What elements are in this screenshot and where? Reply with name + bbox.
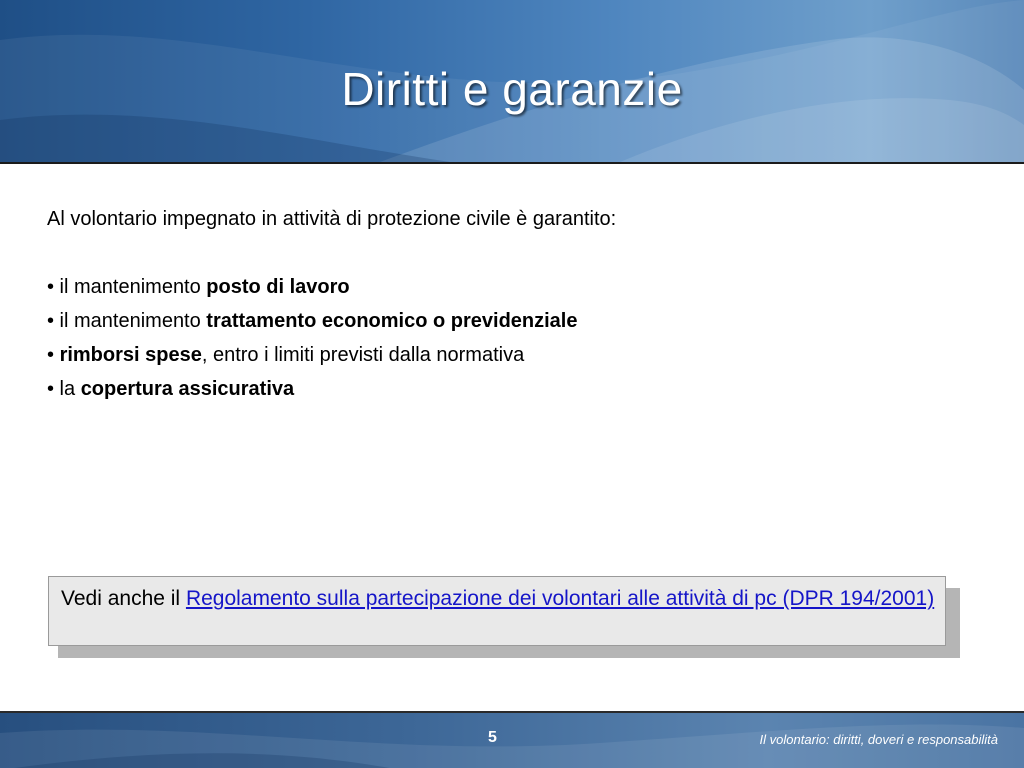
bullet-emphasis: rimborsi spese (59, 344, 202, 366)
bullet-item (47, 372, 947, 406)
slide-title: Diritti e garanzie (341, 63, 683, 115)
slide-header (0, 0, 1024, 164)
regulation-link[interactable]: Regolamento sulla partecipazione dei volontari alle attività di pc (DPR 194/2001) (185, 587, 935, 610)
page-number: 5 (488, 729, 497, 746)
bullet-emphasis: trattamento economico o previdenziale (206, 310, 578, 332)
footer-caption: Il volontario: diritti, doveri e responsabilità (759, 732, 998, 747)
reference-box (48, 576, 946, 646)
bullet-item (47, 304, 947, 338)
bullet-item (47, 338, 947, 372)
bullet-item (47, 270, 947, 304)
slide-content (47, 202, 947, 406)
bullet-emphasis: copertura assicurativa (80, 378, 295, 400)
bullet-prefix: • il mantenimento (47, 276, 207, 298)
bullet-prefix: • (47, 344, 60, 366)
bullet-suffix: , entro i limiti previsti dalla normativa (201, 344, 525, 366)
bullet-prefix: • il mantenimento (47, 310, 207, 332)
bullet-emphasis: posto di lavoro (206, 276, 350, 298)
slide-footer (0, 711, 1024, 768)
reference-lead: Vedi anche il (61, 587, 186, 610)
intro-text: Al volontario impegnato in attività di protezione civile è garantito: (47, 208, 617, 230)
bullet-prefix: • la (47, 378, 81, 400)
